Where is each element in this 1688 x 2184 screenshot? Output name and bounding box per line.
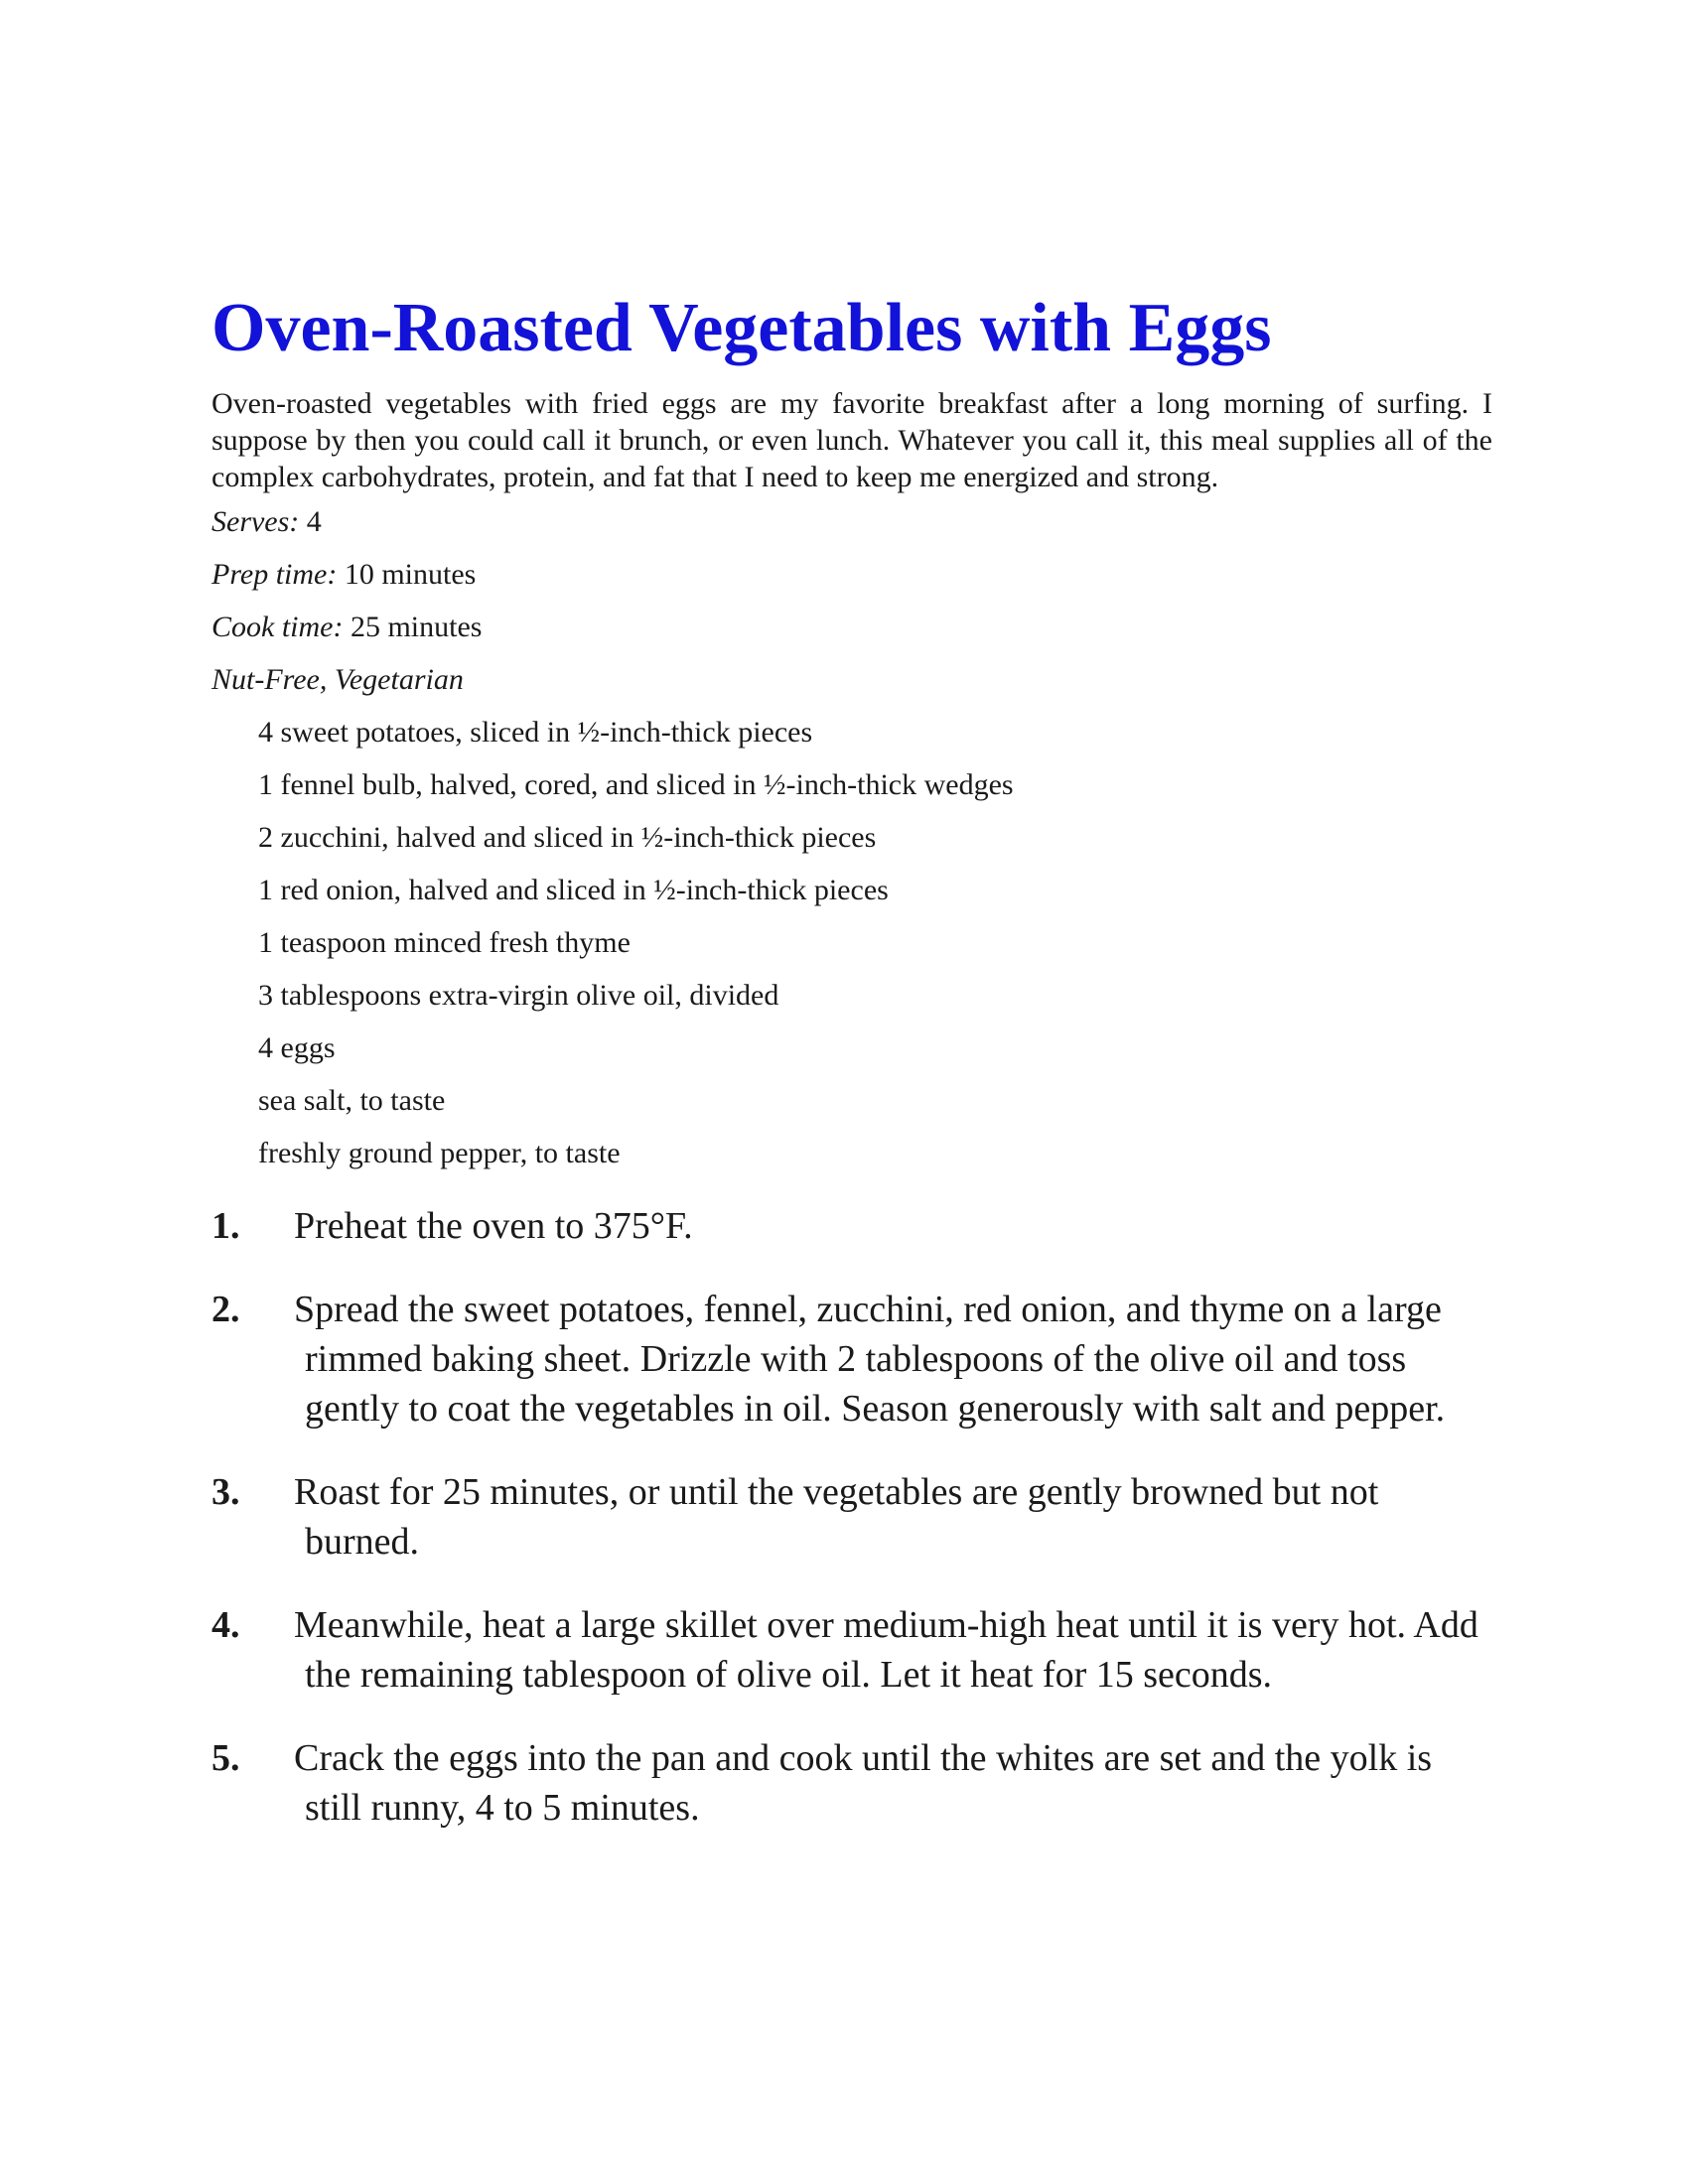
step-list [211,1201,1492,1833]
serves-label: Serves: [211,505,300,538]
step-item [211,1733,1492,1833]
step-number: 1. [211,1205,240,1247]
ingredient-item: 3 tablespoons extra-virgin olive oil, divided [258,979,779,1012]
recipe-intro: Oven-roasted vegetables with fried eggs are my favorite breakfast after a long morning of surfing. I suppose by then you could call it brunch, or even lunch. Whatever you call it, this meal supplies all of the complex carbohydrates, protein, and fat that I need to keep me energized and strong. [211,387,1492,493]
ingredient-item: 4 sweet potatoes, sliced in ½-inch-thick pieces [258,716,813,749]
serves-value: 4 [299,505,322,538]
ingredient-item: 1 teaspoon minced fresh thyme [258,926,631,959]
step-text: Roast for 25 minutes, or until the vegetables are gently browned but not burned. [294,1471,1379,1563]
ingredient-item: sea salt, to taste [258,1084,446,1117]
ingredient-item: freshly ground pepper, to taste [258,1137,621,1169]
prep-time-label: Prep time: [211,558,338,591]
cook-time-line [211,601,1492,653]
step-number: 3. [211,1471,240,1513]
step-text: Spread the sweet potatoes, fennel, zucchini, red onion, and thyme on a large rimmed baking sheet. Drizzle with 2 tablespoons of the olive oil and toss gently to coat the vegetables in oil. Season generously with salt and pepper. [294,1289,1446,1430]
step-number: 2. [211,1289,240,1330]
step-number: 5. [211,1737,240,1779]
ingredient-item: 2 zucchini, halved and sliced in ½-inch-thick pieces [258,821,877,854]
cook-time-label: Cook time: [211,611,344,643]
prep-time-value: 10 minutes [337,558,477,591]
step-item [211,1600,1492,1700]
recipe-title: Oven-Roasted Vegetables with Eggs [211,290,1272,366]
step-item [211,1201,1492,1251]
recipe-page [211,288,1492,1866]
prep-time-line [211,548,1492,601]
ingredient-list [211,706,1492,1179]
cook-time-value: 25 minutes [343,611,483,643]
step-text: Crack the eggs into the pan and cook until the whites are set and the yolk is still runny, 4 to 5 minutes. [294,1737,1433,1829]
step-number: 4. [211,1604,240,1646]
serves-line [211,495,1492,548]
ingredient-item: 1 fennel bulb, halved, cored, and sliced in ½-inch-thick wedges [258,768,1014,801]
ingredient-item: 1 red onion, halved and sliced in ½-inch-thick pieces [258,874,889,906]
step-item [211,1285,1492,1433]
diet-tags: Nut-Free, Vegetarian [211,663,464,696]
step-text: Preheat the oven to 375°F. [294,1205,693,1247]
step-item [211,1467,1492,1567]
step-text: Meanwhile, heat a large skillet over medium-high heat until it is very hot. Add the remaining tablespoon of olive oil. Let it heat for 15 seconds. [294,1604,1478,1696]
ingredient-item: 4 eggs [258,1031,336,1064]
